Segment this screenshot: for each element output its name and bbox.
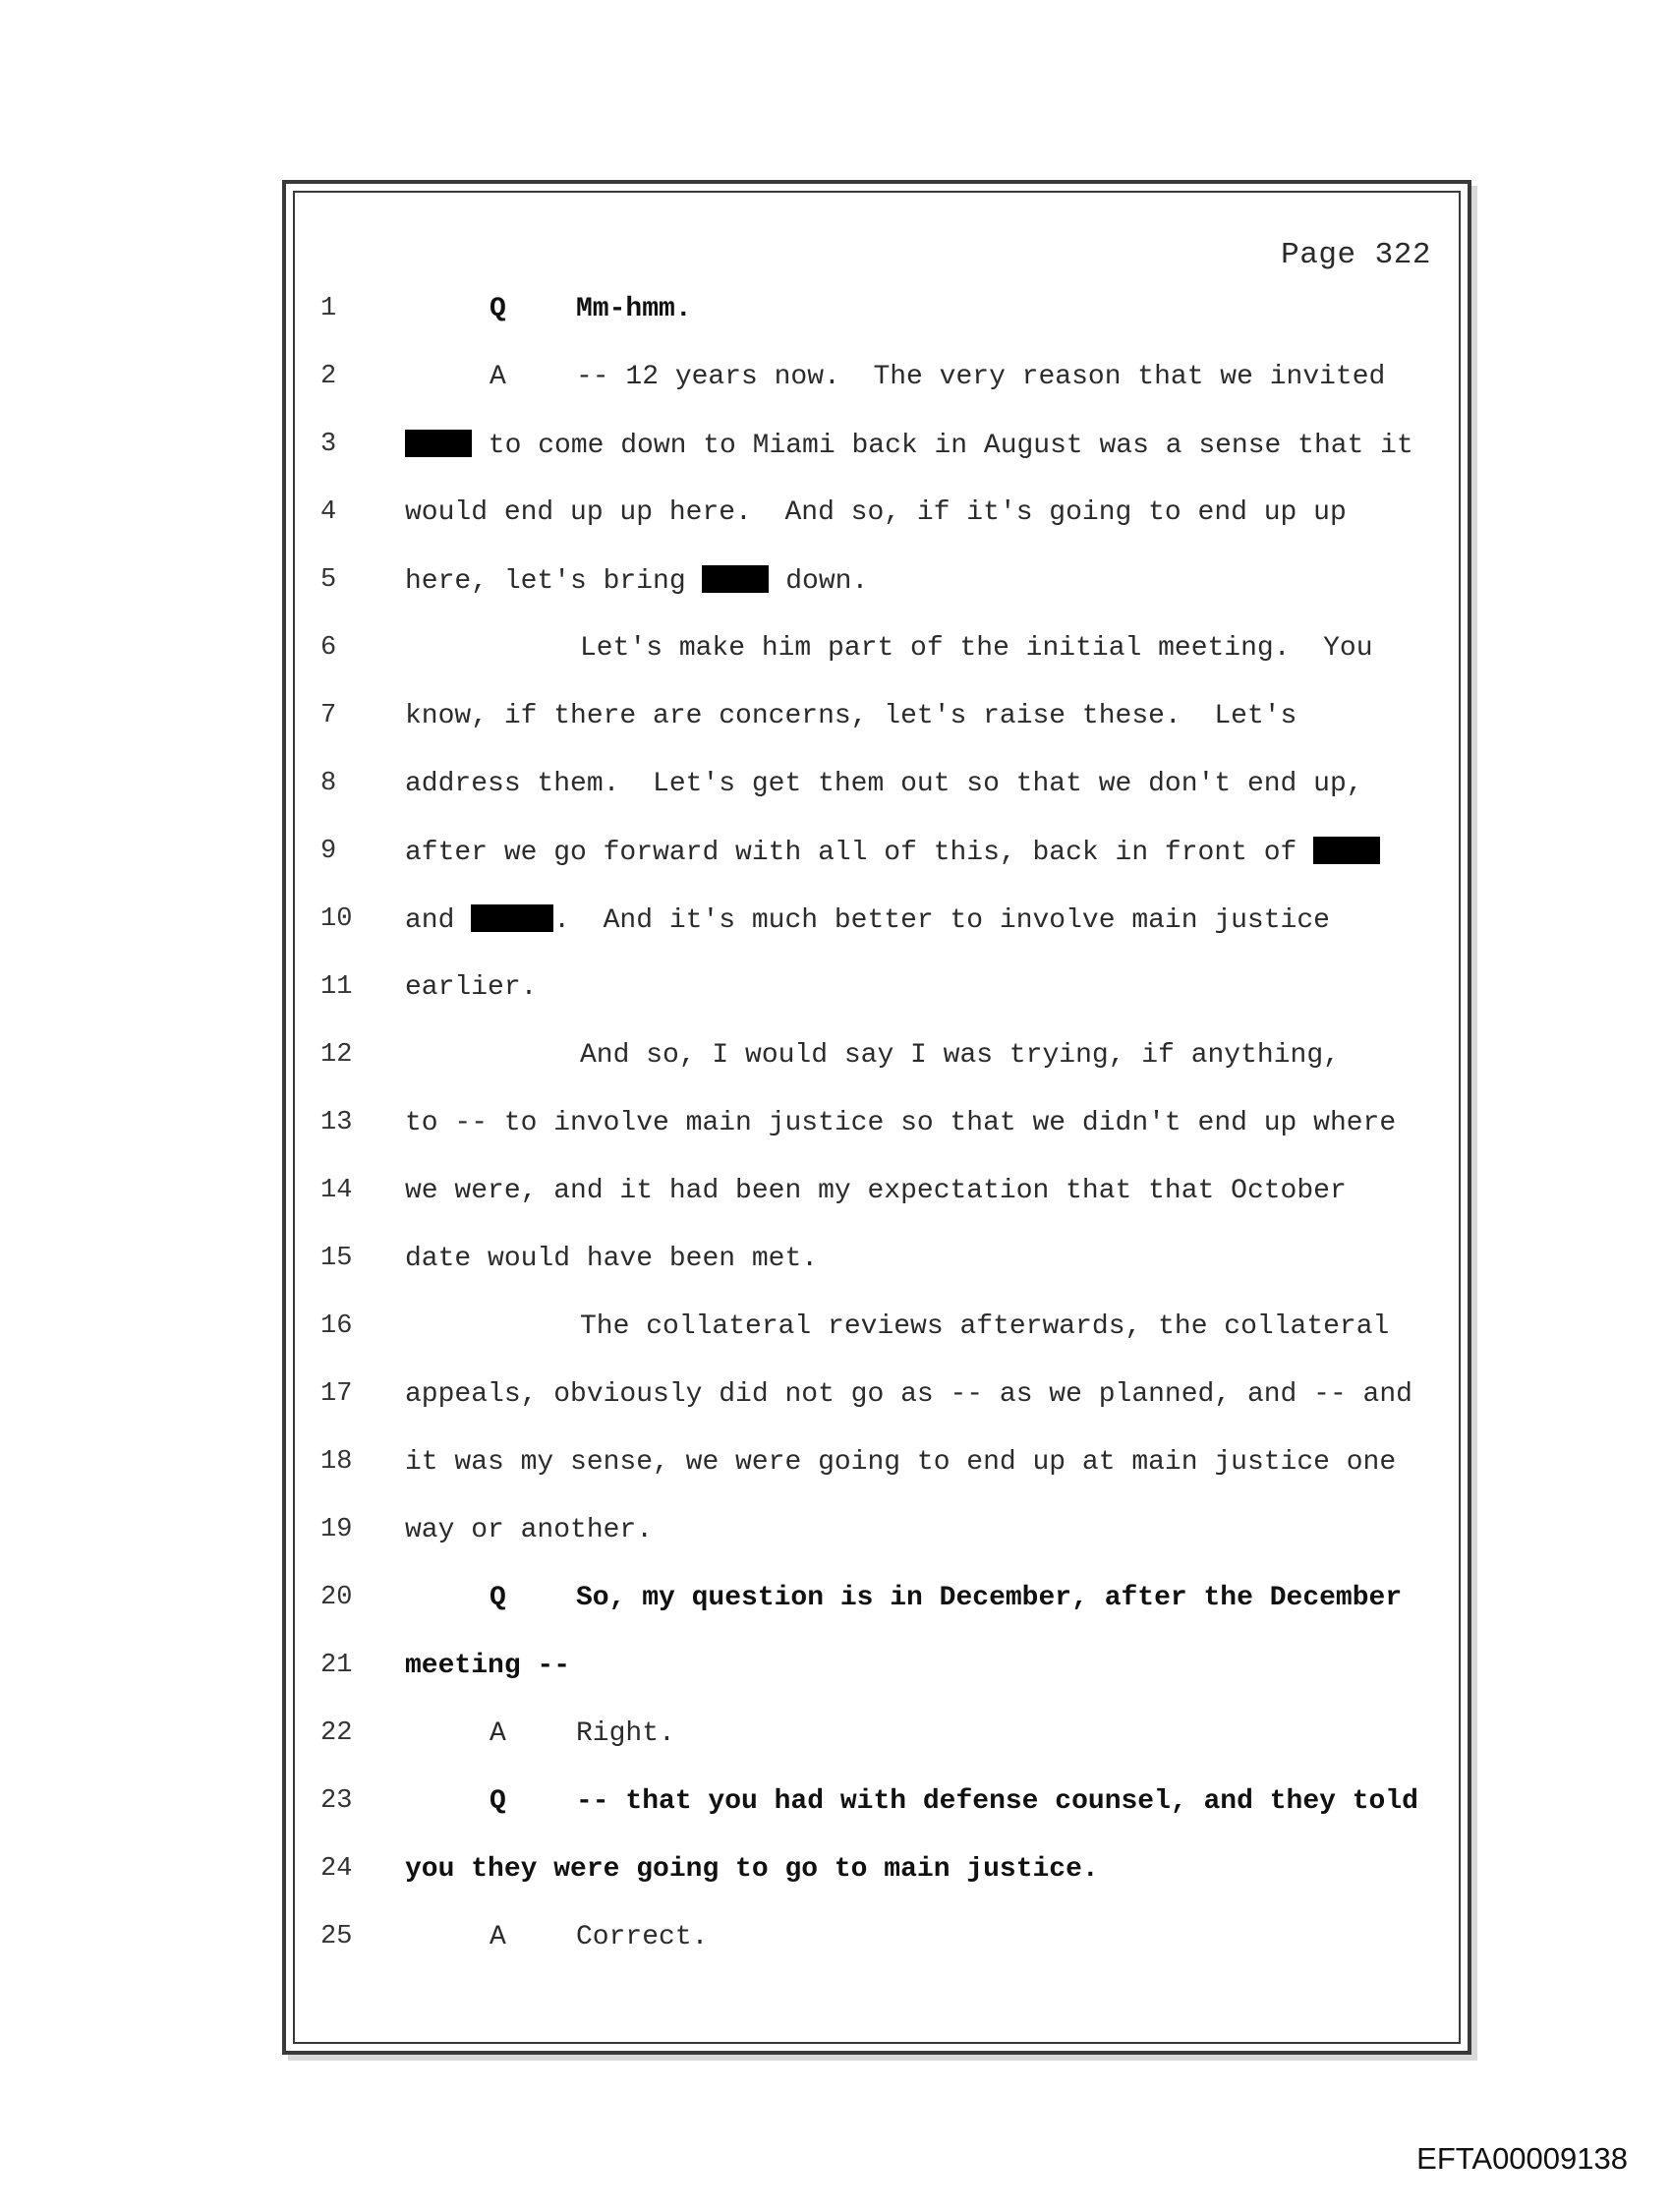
transcript-line-14 [295,1176,1455,1215]
transcript-line-1 [295,294,1455,333]
line-number: 7 [320,701,337,730]
line-text: address them. Let's get them out so that we don't end up, [405,769,1363,799]
line-text [490,1583,1402,1613]
line-number: 15 [320,1244,353,1273]
transcript-line-18 [295,1447,1455,1486]
page-number: Page 322 [1281,238,1431,272]
line-number: 19 [320,1515,353,1544]
line-text: And so, I would say I was trying, if anything, [580,1040,1340,1071]
speaker-label-q: Q [490,1583,506,1613]
document-id-footer: EFTA00009138 [1416,2141,1628,2176]
answer-text: Correct. [576,1922,709,1952]
line-number: 25 [320,1922,353,1951]
line-text [490,1786,1418,1817]
transcript-line-10 [295,904,1455,944]
question-text: So, my question is in December, after the December [576,1583,1403,1613]
answer-text: to come down to Miami back in August was a sense that it [472,431,1413,461]
line-number: 9 [320,837,337,866]
line-text: earlier. [405,972,538,1003]
line-number: 10 [320,904,353,934]
line-number: 24 [320,1854,353,1884]
line-text: Let's make him part of the initial meeting. You [580,633,1373,664]
line-text [490,362,1385,392]
line-number: 23 [320,1786,353,1816]
line-text [405,430,1413,461]
transcript-line-23 [295,1786,1455,1826]
transcript-page-inner-border [293,191,1461,2044]
answer-text: -- 12 years now. The very reason that we invited [576,362,1386,392]
answer-text: Right. [576,1718,675,1749]
line-text [490,294,692,324]
transcript-line-13 [295,1108,1455,1147]
line-number: 1 [320,294,337,323]
transcript-line-3 [295,430,1455,469]
line-number: 18 [320,1447,353,1477]
transcript-line-2 [295,362,1455,401]
answer-text: and [405,905,472,936]
line-text: date would have been met. [405,1244,819,1274]
transcript-line-20 [295,1583,1455,1622]
speaker-label-a: A [490,1922,506,1952]
line-text: we were, and it had been my expectation that that October [405,1176,1347,1206]
line-text: would end up up here. And so, if it's going to end up up [405,497,1347,528]
transcript-page-frame [282,180,1471,2055]
transcript-line-24 [295,1854,1455,1893]
answer-text: . And it's much better to involve main justice [553,905,1330,936]
answer-text: down. [769,566,869,597]
speaker-label-q: Q [490,294,506,324]
line-text [490,1922,708,1952]
line-text [405,837,1380,868]
answer-text: after we go forward with all of this, back in front of [405,838,1314,868]
line-number: 11 [320,972,353,1002]
line-number: 6 [320,633,337,663]
line-number: 8 [320,769,337,798]
line-text: it was my sense, we were going to end up at main justice one [405,1447,1397,1478]
transcript-line-4 [295,497,1455,537]
transcript-line-11 [295,972,1455,1012]
line-text: know, if there are concerns, let's raise these. Let's [405,701,1297,731]
question-text: -- that you had with defense counsel, and they told [576,1786,1418,1817]
line-text: appeals, obviously did not go as -- as we planned, and -- and [405,1379,1412,1410]
line-text: you they were going to go to main justice. [405,1854,1099,1885]
transcript-line-21 [295,1651,1455,1690]
redaction-box [702,565,769,593]
transcript-line-7 [295,701,1455,740]
answer-text: here, let's bring [405,566,703,597]
speaker-label-a: A [490,1718,506,1749]
line-number: 5 [320,565,337,595]
question-text: Mm-hmm. [576,294,692,324]
line-text: meeting -- [405,1651,571,1681]
line-number: 12 [320,1040,353,1070]
line-number: 22 [320,1718,353,1748]
transcript-line-15 [295,1244,1455,1283]
line-text [490,1718,675,1749]
line-text: way or another. [405,1515,654,1545]
redaction-box [471,904,553,932]
transcript-line-6 [295,633,1455,672]
transcript-line-5 [295,565,1455,605]
line-text: The collateral reviews afterwards, the collateral [580,1311,1390,1342]
line-number: 17 [320,1379,353,1409]
transcript-line-17 [295,1379,1455,1419]
redaction-box [1313,837,1380,864]
transcript-line-9 [295,837,1455,876]
line-text [405,904,1330,936]
transcript-line-25 [295,1922,1455,1961]
line-number: 4 [320,497,337,527]
line-number: 2 [320,362,337,391]
transcript-line-12 [295,1040,1455,1079]
line-number: 13 [320,1108,353,1137]
line-number: 20 [320,1583,353,1612]
line-number: 16 [320,1311,353,1341]
transcript-line-19 [295,1515,1455,1554]
speaker-label-q: Q [490,1786,506,1817]
speaker-label-a: A [490,362,506,392]
redaction-box [405,430,472,457]
transcript-line-22 [295,1718,1455,1758]
line-text [405,565,868,597]
line-text: to -- to involve main justice so that we didn't end up where [405,1108,1397,1138]
line-number: 21 [320,1651,353,1680]
line-number: 3 [320,430,337,459]
transcript-line-16 [295,1311,1455,1351]
line-number: 14 [320,1176,353,1205]
transcript-line-8 [295,769,1455,808]
